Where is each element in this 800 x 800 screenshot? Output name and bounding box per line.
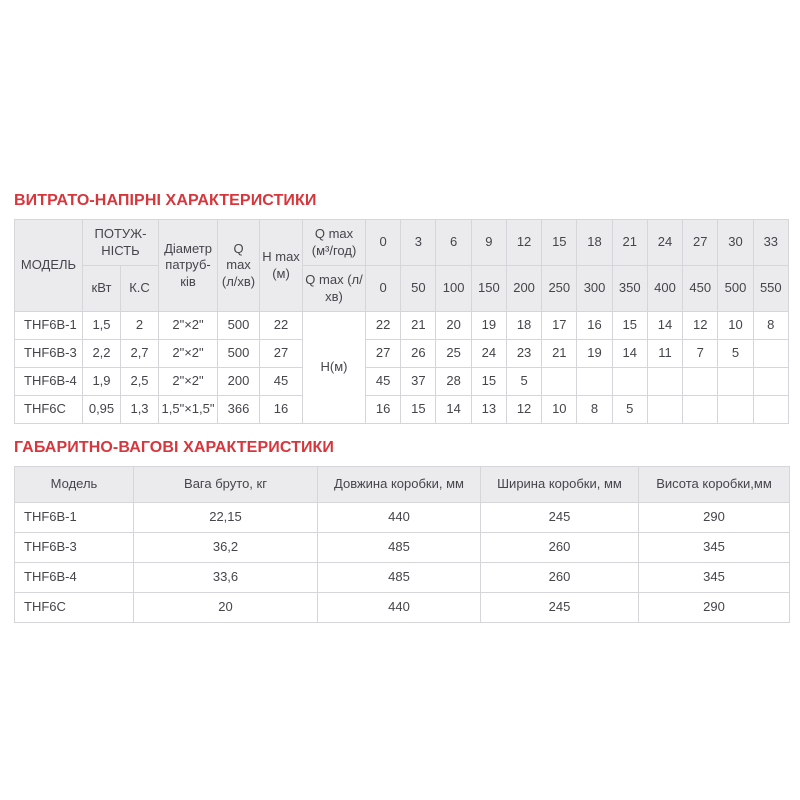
model-cell: THF6B-4 [15,563,134,593]
hmax-cell: 16 [260,396,303,424]
flow-l-header-cell: 100 [436,266,471,312]
dim-header-cell: Довжина коробки, мм [318,467,481,503]
head-value-cell: 16 [577,312,612,340]
dim-value-cell: 440 [318,503,481,533]
head-value-cell: 37 [401,368,436,396]
head-value-cell: 28 [436,368,471,396]
head-value-cell: 25 [436,340,471,368]
ks-cell: 2 [121,312,159,340]
head-value-cell: 22 [366,312,401,340]
head-value-cell: 10 [718,312,753,340]
flow-l-header-cell: 350 [612,266,647,312]
diameter-cell: 2"×2" [159,368,218,396]
head-value-cell: 21 [542,340,577,368]
col-header-model: МОДЕЛЬ [15,220,83,312]
col-header-power: ПОТУЖ-НІСТЬ [83,220,159,266]
head-value-cell [612,368,647,396]
table-row [15,503,790,533]
flow-l-header-cell: 400 [647,266,682,312]
dim-value-cell: 245 [481,503,639,533]
table-row [15,368,789,396]
flow-m3-header-cell: 3 [401,220,436,266]
head-value-cell: 7 [683,340,718,368]
flow-m3-header-cell: 6 [436,220,471,266]
kwt-cell: 1,5 [83,312,121,340]
flow-m3-header-cell: 27 [683,220,718,266]
flow-l-header-cell: 450 [683,266,718,312]
table-row [15,593,790,623]
hmax-cell: 27 [260,340,303,368]
head-value-cell [753,340,788,368]
head-value-cell: 19 [577,340,612,368]
table-row [15,312,789,340]
head-value-cell: 12 [506,396,541,424]
dim-header-cell: Ширина коробки, мм [481,467,639,503]
ks-cell: 2,5 [121,368,159,396]
diameter-cell: 2"×2" [159,312,218,340]
model-cell: THF6C [15,593,134,623]
diameter-cell: 1,5"×1,5" [159,396,218,424]
model-cell: THF6B-1 [15,503,134,533]
kwt-cell: 2,2 [83,340,121,368]
head-value-cell: 5 [718,340,753,368]
dim-value-cell: 290 [639,593,790,623]
flow-m3-header-cell: 12 [506,220,541,266]
head-value-cell: 8 [753,312,788,340]
dim-header-cell: Вага бруто, кг [134,467,318,503]
head-value-cell: 27 [366,340,401,368]
diameter-cell: 2"×2" [159,340,218,368]
flow-l-header-cell: 0 [366,266,401,312]
head-value-cell: 45 [366,368,401,396]
dim-value-cell: 20 [134,593,318,623]
flow-m3-header-cell: 21 [612,220,647,266]
dimensions-table [14,466,790,623]
col-header-qmax-l: Q max (л/хв) [303,266,366,312]
flow-l-header-cell: 250 [542,266,577,312]
model-cell: THF6B-3 [15,340,83,368]
ks-cell: 2,7 [121,340,159,368]
flow-l-header-cell: 550 [753,266,788,312]
flow-m3-header-cell: 18 [577,220,612,266]
head-value-cell: 14 [612,340,647,368]
t1-header-row-2 [15,266,789,312]
head-value-cell: 18 [506,312,541,340]
dim-header-cell: Висота коробки,мм [639,467,790,503]
head-value-cell: 14 [647,312,682,340]
dim-value-cell: 22,15 [134,503,318,533]
head-value-cell: 26 [401,340,436,368]
dim-value-cell: 33,6 [134,563,318,593]
col-header-diameter: Діаметр патруб-ків [159,220,218,312]
col-header-kwt: кВт [83,266,121,312]
head-value-cell: 5 [506,368,541,396]
ks-cell: 1,3 [121,396,159,424]
t1-header-row-1 [15,220,789,266]
head-value-cell [542,368,577,396]
model-cell: THF6B-1 [15,312,83,340]
dim-value-cell: 485 [318,533,481,563]
dim-value-cell: 485 [318,563,481,593]
qmax-cell: 200 [218,368,260,396]
head-value-cell: 16 [366,396,401,424]
head-value-cell: 17 [542,312,577,340]
kwt-cell: 1,9 [83,368,121,396]
t2-header-row [15,467,790,503]
t1-body [15,312,789,424]
dim-value-cell: 260 [481,563,639,593]
model-cell: THF6B-3 [15,533,134,563]
flow-l-header-cell: 200 [506,266,541,312]
head-value-cell: 15 [612,312,647,340]
flow-m3-header-cell: 9 [471,220,506,266]
head-value-cell [718,396,753,424]
head-value-cell: 13 [471,396,506,424]
dim-value-cell: 440 [318,593,481,623]
head-value-cell [753,368,788,396]
col-header-qmax: Q max (л/хв) [218,220,260,312]
flow-m3-header-cell: 33 [753,220,788,266]
table-row [15,396,789,424]
flow-m3-header-cell: 24 [647,220,682,266]
head-value-cell: 21 [401,312,436,340]
dim-value-cell: 290 [639,503,790,533]
hmax-cell: 45 [260,368,303,396]
section-flow-head [14,192,789,424]
flow-m3-header-cell: 30 [718,220,753,266]
head-value-cell: 23 [506,340,541,368]
model-cell: THF6B-4 [15,368,83,396]
flow-m3-header-cell: 15 [542,220,577,266]
head-value-cell: 20 [436,312,471,340]
dim-value-cell: 345 [639,563,790,593]
table-row [15,340,789,368]
head-value-cell [718,368,753,396]
kwt-cell: 0,95 [83,396,121,424]
head-value-cell: 5 [612,396,647,424]
head-value-cell: 12 [683,312,718,340]
col-header-hmax: H max (м) [260,220,303,312]
head-value-cell [647,368,682,396]
flow-l-header-cell: 150 [471,266,506,312]
flow-l-header-cell: 300 [577,266,612,312]
flow-l-header-cell: 500 [718,266,753,312]
head-value-cell: 15 [401,396,436,424]
flow-head-table [14,219,789,424]
head-value-cell: 8 [577,396,612,424]
col-header-qmax-m3: Q max (м³/год) [303,220,366,266]
dim-value-cell: 260 [481,533,639,563]
head-value-cell [683,396,718,424]
hmax-cell: 22 [260,312,303,340]
head-value-cell: 24 [471,340,506,368]
head-value-cell [577,368,612,396]
head-value-cell: 11 [647,340,682,368]
head-value-cell: 14 [436,396,471,424]
head-value-cell [647,396,682,424]
section-dimensions [14,439,789,623]
flow-l-header-cell: 50 [401,266,436,312]
dim-header-cell: Модель [15,467,134,503]
dim-value-cell: 245 [481,593,639,623]
head-value-cell: 10 [542,396,577,424]
qmax-cell: 500 [218,312,260,340]
flow-m3-header-cell: 0 [366,220,401,266]
table-row [15,533,790,563]
head-value-cell: 15 [471,368,506,396]
table-row [15,563,790,593]
dim-value-cell: 345 [639,533,790,563]
col-header-ks: К.С [121,266,159,312]
head-value-cell [683,368,718,396]
head-value-cell [753,396,788,424]
qmax-cell: 500 [218,340,260,368]
head-value-cell: 19 [471,312,506,340]
h-m-label-cell: Н(м) [303,312,366,424]
qmax-cell: 366 [218,396,260,424]
model-cell: THF6C [15,396,83,424]
t2-body [15,503,790,623]
dim-value-cell: 36,2 [134,533,318,563]
section1-title: ВИТРАТО-НАПІРНІ ХАРАКТЕРИСТИКИ [14,192,317,209]
section2-title: ГАБАРИТНО-ВАГОВІ ХАРАКТЕРИСТИКИ [14,439,335,456]
